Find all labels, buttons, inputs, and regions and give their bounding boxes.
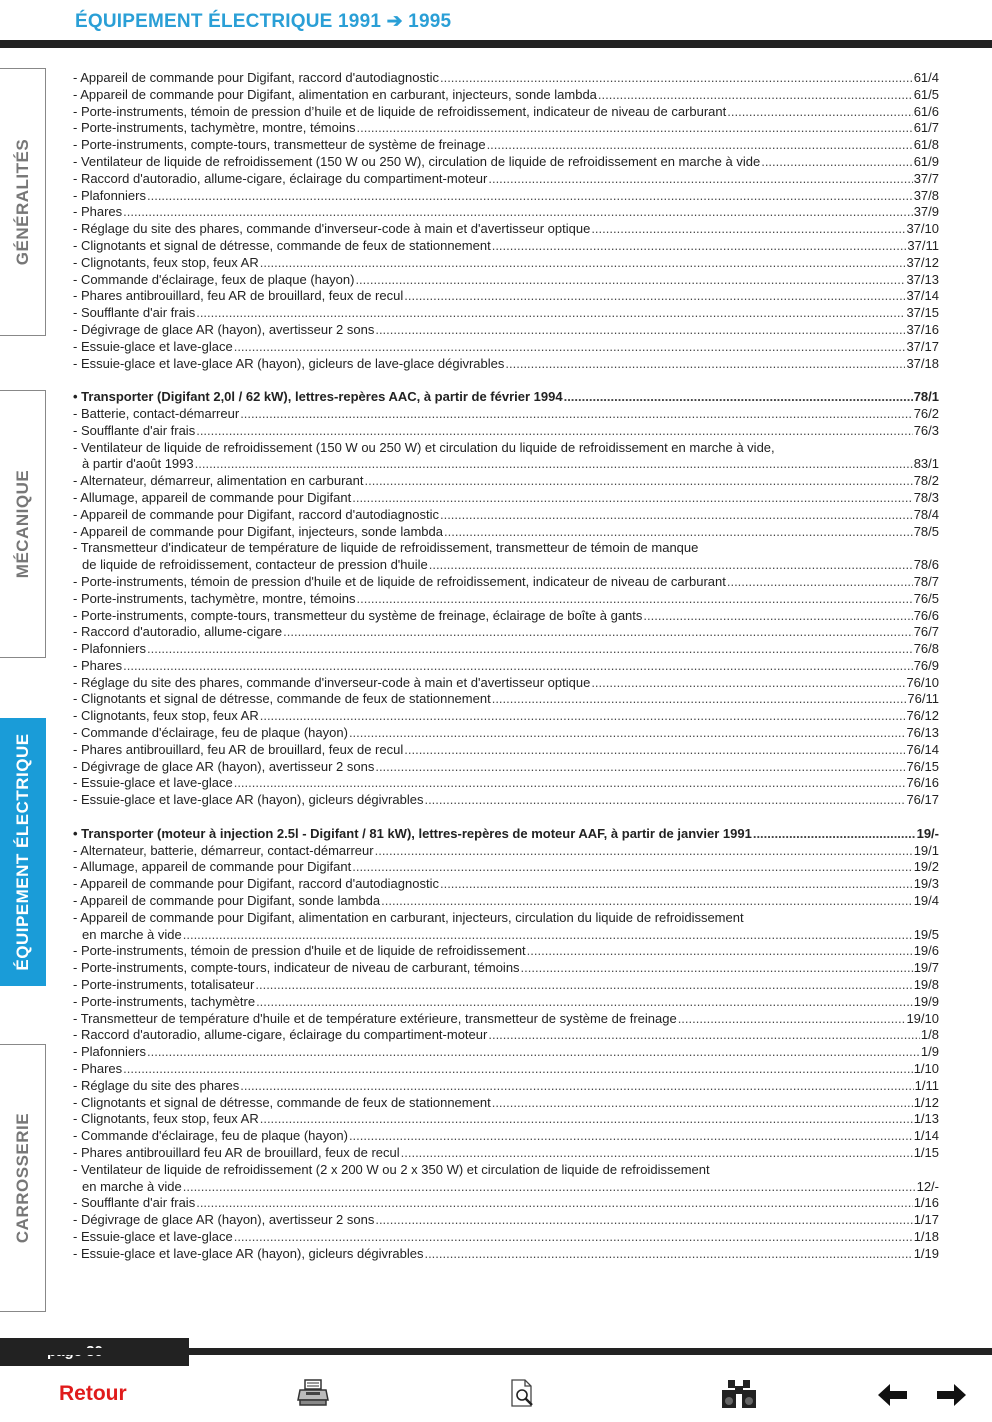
toc-leader-dots: [260, 255, 906, 272]
toc-leader-dots: [365, 473, 913, 490]
toc-leader-dots: [355, 272, 905, 289]
toc-leader-dots: [255, 977, 912, 994]
toc-entry-page: 19/2: [913, 859, 939, 875]
toc-entry[interactable]: [73, 960, 939, 977]
toc-entry-page: 1/18: [913, 1228, 939, 1244]
toc-entry-title: - Essuie-glace et lave-glace AR (hayon), gicleurs de lave-glace dégivrables: [73, 355, 505, 371]
toc-leader-dots: [591, 675, 905, 692]
toc-leader-dots: [196, 423, 912, 440]
toc-entry-page: 76/13: [906, 725, 939, 741]
toc-entry[interactable]: [73, 1111, 939, 1128]
toc-entry-page: 76/7: [913, 624, 939, 640]
toc-leader-dots: [761, 154, 912, 171]
toc-entry-title: - Raccord d'autoradio, allume-cigare, éclairage du compartiment-moteur: [73, 1027, 488, 1043]
toc-entry-page: 19/9: [913, 993, 939, 1009]
toc-entry[interactable]: [73, 859, 939, 876]
toc-leader-dots: [444, 524, 913, 541]
toc-entry[interactable]: [73, 423, 939, 440]
toc-entry-title: - Dégivrage de glace AR (hayon), avertisseur 2 sons: [73, 758, 375, 774]
toc-entry[interactable]: [73, 624, 939, 641]
toc-entry-page: 61/8: [913, 137, 939, 153]
header-divider: [0, 40, 992, 48]
toc-leader-dots: [234, 775, 906, 792]
toc-entry[interactable]: [73, 927, 939, 944]
toc-entry-title: - Porte-instruments, témoin de pression d’huile et de liquide de refroidissement, indicateur de niveau de carburant: [73, 103, 727, 119]
toc-leader-dots: [643, 608, 912, 625]
toc-entry-title: en marche à vide: [82, 1178, 182, 1194]
page-title: ÉQUIPEMENT ÉLECTRIQUE 1991 ➔ 1995: [75, 11, 452, 32]
toc-entry-page: 1/9: [920, 1044, 939, 1060]
toc-entry[interactable]: [73, 524, 939, 541]
toc-entry[interactable]: [73, 507, 939, 524]
toc-entry-title: en marche à vide: [82, 926, 182, 942]
toc-leader-dots: [727, 104, 912, 121]
toc-entry-page: 76/17: [906, 792, 939, 808]
toc-entry-title: - Phares antibrouillard feu AR de brouillard, feux de recul: [73, 1145, 400, 1160]
toc-entry[interactable]: [73, 104, 939, 121]
toc-entry-title: - Allumage, appareil de commande pour Digifant: [73, 489, 352, 505]
toc-leader-dots: [598, 87, 913, 104]
toc-entry-page: 76/2: [913, 405, 939, 421]
toc-leader-dots: [429, 557, 913, 574]
toc-entry-page: 19/4: [913, 893, 939, 909]
toc-leader-dots: [147, 641, 913, 658]
toc-entry-page: 61/9: [913, 153, 939, 169]
toc-entry[interactable]: [73, 675, 939, 692]
arrow-left-icon[interactable]: [878, 1384, 908, 1411]
toc-entry[interactable]: [73, 238, 939, 255]
toc-entry[interactable]: [73, 188, 939, 205]
toc-entry[interactable]: [73, 943, 939, 960]
toc-leader-dots: [591, 221, 905, 238]
toc-entry[interactable]: [73, 725, 939, 742]
toc-leader-dots: [196, 1195, 912, 1212]
toc-leader-dots: [256, 994, 913, 1011]
toc-entry-page: 76/6: [913, 607, 939, 623]
toc-entry-page: 76/11: [907, 691, 939, 707]
toc-section-heading[interactable]: [73, 826, 939, 843]
toc-entry-title: - Porte-instruments, compte-tours, transmetteur du système de freinage, éclairage de boîte à gants: [73, 607, 643, 623]
toc-entry[interactable]: [73, 691, 939, 708]
toc-entry[interactable]: [73, 339, 939, 356]
toc-leader-dots: [123, 1061, 913, 1078]
toc-entry[interactable]: [73, 1229, 939, 1246]
toc-entry-page: 19/3: [913, 876, 939, 892]
toc-entry[interactable]: [73, 893, 939, 910]
footer-divider: [0, 1348, 992, 1355]
toc-entry-page: 19/7: [913, 960, 939, 976]
toc-entry-title: - Alternateur, batterie, démarreur, contact-démarreur: [73, 842, 374, 858]
toc-entry-page: 37/10: [906, 221, 939, 237]
toc-entry[interactable]: [73, 356, 939, 373]
toc-entry[interactable]: [73, 154, 939, 171]
toc-entry-title: - Appareil de commande pour Digifant, sonde lambda: [73, 893, 381, 909]
toc-entry-title: - Phares: [73, 657, 123, 673]
toc-leader-dots: [564, 389, 913, 406]
toc-entry-line: - Transmetteur d'indicateur de température de liquide de refroidissement, transmetteur de témoin de manque: [73, 540, 699, 556]
toc-leader-dots: [492, 1095, 913, 1112]
toc-entry-title: de liquide de refroidissement, contacteur de pression d'huile: [82, 557, 428, 573]
toc-entry-page: 37/17: [906, 338, 939, 354]
toc-entry-page: 19/5: [913, 926, 939, 942]
section-gap: [73, 809, 939, 826]
toc-entry-title: - Appareil de commande pour Digifant, raccord d'autodiagnostic: [73, 876, 439, 892]
toc-leader-dots: [183, 1179, 916, 1196]
toc-entry-title: - Soufflante d'air frais: [73, 1195, 196, 1211]
toc-entry[interactable]: [73, 1095, 939, 1112]
toc-entry[interactable]: [73, 557, 939, 574]
toc-entry-page: 61/4: [913, 70, 939, 85]
toc-leader-dots: [440, 507, 913, 524]
toc-entry-page: 78/5: [913, 523, 939, 539]
toc-entry-page: 1/19: [913, 1245, 939, 1261]
zoom-page-icon[interactable]: [508, 1378, 538, 1415]
toc-entry[interactable]: [73, 255, 939, 272]
toc-entry[interactable]: [73, 1044, 939, 1061]
toc-entry[interactable]: [73, 591, 939, 608]
toc-entry-title: - Plafonniers: [73, 641, 146, 657]
toc-entry[interactable]: [73, 792, 939, 809]
toc-entry[interactable]: [73, 1179, 939, 1196]
toc-entry-page: 1/17: [913, 1212, 939, 1228]
toc-entry-page: 37/8: [913, 187, 939, 203]
toc-leader-dots: [488, 171, 912, 188]
toc-entry-page: 1/12: [913, 1094, 939, 1110]
toc-entry-page: 78/7: [913, 573, 939, 589]
toc-entry-title: - Porte-instruments, tachymètre, montre, témoins: [73, 590, 356, 606]
toc-leader-dots: [196, 305, 905, 322]
toc-entry[interactable]: [73, 1061, 939, 1078]
toc-entry-title: - Appareil de commande pour Digifant, injecteurs, sonde lambda: [73, 523, 443, 539]
toc-entry-page: 37/7: [913, 170, 939, 186]
toc-entry-title: - Dégivrage de glace AR (hayon), avertisseur 2 sons: [73, 321, 375, 337]
toc-entry-title: - Porte-instruments, témoin de pression d'huile et de liquide de refroidissement: [73, 943, 526, 959]
toc-entry[interactable]: [73, 641, 939, 658]
toc-entry-page: 19/8: [913, 977, 939, 993]
toc-leader-dots: [195, 456, 913, 473]
toc-entry-title: - Appareil de commande pour Digifant, raccord d'autodiagnostic: [73, 70, 439, 85]
toc-entry-page: 19/10: [906, 1010, 939, 1026]
toc-entry[interactable]: [73, 322, 939, 339]
toc-entry-title: à partir d'août 1993: [82, 456, 194, 472]
toc-entry-title: - Raccord d'autoradio, allume-cigare, éclairage du compartiment-moteur: [73, 170, 488, 186]
toc-entry-page: 37/12: [906, 254, 939, 270]
toc-leader-dots: [123, 658, 913, 675]
toc-entry-page: 76/12: [906, 708, 939, 724]
toc-entry[interactable]: [73, 473, 939, 490]
toc-entry-title: - Porte-instruments, totalisateur: [73, 977, 255, 993]
toc-entry-page: 76/8: [913, 641, 939, 657]
toc-entry-title: - Ventilateur de liquide de refroidissement (150 W ou 250 W), circulation de liquide de refroidissement en marche à vide: [73, 153, 761, 169]
toc-entry-title: - Raccord d'autoradio, allume-cigare: [73, 624, 283, 640]
toc-leader-dots: [349, 725, 906, 742]
toc-entry[interactable]: [73, 305, 939, 322]
toc-leader-dots: [375, 843, 913, 860]
toc-entry[interactable]: [73, 1212, 939, 1229]
toc-entry[interactable]: [73, 137, 939, 154]
toc-entry-page: 76/15: [906, 758, 939, 774]
toc-entry[interactable]: [73, 456, 939, 473]
toc-entry-page: 76/5: [913, 590, 939, 606]
toc-entry-page: 76/10: [906, 674, 939, 690]
toc-leader-dots: [401, 1145, 913, 1162]
toc-entry[interactable]: [73, 490, 939, 507]
toc-entry-title: - Réglage du site des phares: [73, 1077, 240, 1093]
toc-entry-title: • Transporter (moteur à injection 2.5l - Digifant / 81 kW), lettres-repères de moteur AAF, à partir de janvier 1991: [73, 825, 752, 841]
toc-entry[interactable]: [73, 1246, 939, 1263]
toc-entry[interactable]: [73, 1078, 939, 1095]
toc-leader-dots: [234, 1229, 913, 1246]
toc-entry-title: - Essuie-glace et lave-glace: [73, 775, 233, 791]
toc-leader-dots: [404, 742, 905, 759]
toc-entry-page: 37/15: [906, 305, 939, 321]
toc-leader-dots: [487, 137, 913, 154]
toc-entry[interactable]: [73, 406, 939, 423]
toc-entry-page: 1/11: [914, 1077, 939, 1093]
toc-entry-title: - Commande d'éclairage, feu de plaque (hayon): [73, 725, 348, 741]
toc-leader-dots: [488, 1027, 920, 1044]
toc-entry[interactable]: [73, 221, 939, 238]
toc-leader-dots: [521, 960, 913, 977]
toc-entry[interactable]: [73, 994, 939, 1011]
toc-leader-dots: [147, 188, 913, 205]
toc-leader-dots: [424, 1246, 912, 1263]
toc-entry-title: - Dégivrage de glace AR (hayon), avertisseur 2 sons: [73, 1212, 375, 1228]
toc-entry-page: 78/1: [913, 389, 939, 405]
toc-entry-title: - Alternateur, démarreur, alimentation en carburant: [73, 473, 364, 489]
toc-entry-title: - Allumage, appareil de commande pour Digifant: [73, 859, 352, 875]
toc-entry-page: 37/14: [906, 288, 939, 304]
toc-entry[interactable]: [73, 70, 939, 87]
toc-entry-title: - Clignotants, feux stop, feux AR: [73, 708, 259, 724]
toc-entry-title: - Phares: [73, 1061, 123, 1077]
toc-entry-title: - Porte-instruments, témoin de pression d'huile et de liquide de refroidissement, indicateur de niveau de carburant: [73, 573, 726, 589]
toc-entry-title: - Porte-instruments, compte-tours, indicateur de niveau de carburant, témoins: [73, 960, 520, 976]
toc-entry-title: - Réglage du site des phares, commande d'inverseur-code à main et d'avertisseur optique: [73, 674, 591, 690]
toc-leader-dots: [505, 356, 905, 373]
toc-entry-title: - Clignotants et signal de détresse, commande de feux de stationnement: [73, 691, 491, 707]
toc-entry-line: - Ventilateur de liquide de refroidissement (2 x 200 W ou 2 x 350 W) et circulation de liquide de refroidissement: [73, 1161, 710, 1177]
toc-entry-page: 76/16: [906, 775, 939, 791]
toc-entry-page: 1/13: [913, 1111, 939, 1127]
toc-entry-page: 1/15: [913, 1145, 939, 1160]
toc-entry[interactable]: [73, 288, 939, 305]
side-tab-generalites[interactable]: [0, 68, 46, 336]
side-tab-label: MÉCANIQUE: [12, 469, 32, 579]
toc-leader-dots: [424, 792, 905, 809]
toc-entry-page: 37/11: [907, 237, 939, 253]
arrow-right-icon[interactable]: [936, 1384, 966, 1411]
toc-leader-dots: [440, 876, 913, 893]
toc-leader-dots: [375, 322, 905, 339]
toc-entry-title: - Clignotants et signal de détresse, commande de feux de stationnement: [73, 1094, 491, 1110]
toc-leader-dots: [352, 490, 912, 507]
toc-entry-title: - Appareil de commande pour Digifant, alimentation en carburant, injecteurs, sonde lambda: [73, 86, 597, 102]
toc-leader-dots: [352, 859, 912, 876]
toc-leader-dots: [240, 406, 913, 423]
toc-entry[interactable]: [73, 658, 939, 675]
toc-entry-title: - Essuie-glace et lave-glace: [73, 1228, 233, 1244]
toc-entry-title: - Essuie-glace et lave-glace AR (hayon), gicleurs dégivrables: [73, 1245, 424, 1261]
toc-entry-title: - Clignotants et signal de détresse, commande de feux de stationnement: [73, 237, 491, 253]
side-tab-label: GÉNÉRALITÉS: [12, 138, 32, 266]
toc-entry-page: 1/16: [913, 1195, 939, 1211]
toc-entry-title: - Clignotants, feux stop, feux AR: [73, 254, 259, 270]
toc-entry[interactable]: [73, 759, 939, 776]
toc-entry[interactable]: [73, 977, 939, 994]
toc-entry-title: - Phares antibrouillard, feu AR de brouillard, feux de recul: [73, 288, 404, 304]
toc-entry-title: - Transmetteur de température d'huile et de température extérieure, transmetteur de système de freinage: [73, 1010, 677, 1026]
toc-leader-dots: [240, 1078, 913, 1095]
toc-entry-title: - Porte-instruments, compte-tours, transmetteur de système de freinage: [73, 137, 486, 153]
toc-entry-title: - Appareil de commande pour Digifant, raccord d'autodiagnostic: [73, 506, 439, 522]
section-gap: [73, 372, 939, 389]
back-link[interactable]: Retour: [59, 1382, 127, 1405]
toc-entry-title: - Commande d'éclairage, feu de plaque (hayon): [73, 1128, 348, 1144]
toc-entry[interactable]: [73, 1128, 939, 1145]
toc-leader-dots: [283, 624, 913, 641]
toc-entry-title: - Essuie-glace et lave-glace: [73, 338, 233, 354]
toc-entry-page: 1/8: [920, 1027, 939, 1043]
toc-leader-dots: [381, 893, 913, 910]
toc-entry-title: - Porte-instruments, tachymètre, montre, témoins: [73, 120, 356, 136]
toc-entry-page: 78/4: [913, 506, 939, 522]
toc-entry-page: 61/7: [913, 120, 939, 136]
toc-entry-page: 37/18: [906, 355, 939, 371]
toc-leader-dots: [260, 1111, 913, 1128]
toc-entry-line: - Appareil de commande pour Digifant, alimentation en carburant, injecteurs, circulation du liquide de refroidissement: [73, 909, 744, 925]
toc-entry[interactable]: [73, 876, 939, 893]
toc-entry-title: - Phares antibrouillard, feu AR de brouillard, feux de recul: [73, 741, 404, 757]
toc-entry[interactable]: [73, 204, 939, 221]
toc-entry-page: 37/13: [906, 271, 939, 287]
toc-leader-dots: [123, 204, 913, 221]
toc-entry-title: • Transporter (Digifant 2,0l / 62 kW), lettres-repères AAC, à partir de février 1994: [73, 389, 563, 405]
toc-entry-title: - Porte-instruments, tachymètre: [73, 993, 256, 1009]
toc-leader-dots: [404, 288, 905, 305]
toc-entry-title: - Soufflante d'air frais: [73, 305, 196, 321]
toc-entry-page: 61/5: [913, 86, 939, 102]
toc-section-heading[interactable]: [73, 389, 939, 406]
toc-entry[interactable]: [73, 775, 939, 792]
toc-entry-page: 78/2: [913, 473, 939, 489]
toc-leader-dots: [349, 1128, 913, 1145]
toc-entry-title: - Plafonniers: [73, 1044, 146, 1060]
side-tab-mecanique[interactable]: [0, 390, 46, 658]
toc-entry[interactable]: [73, 1195, 939, 1212]
toc-entry-page: 76/3: [913, 422, 939, 438]
toc-entry[interactable]: [73, 608, 939, 625]
toc-leader-dots: [375, 1212, 912, 1229]
toc-entry[interactable]: [73, 171, 939, 188]
toc-entry-title: - Soufflante d'air frais: [73, 422, 196, 438]
toc-leader-dots: [356, 120, 912, 137]
toc-leader-dots: [527, 943, 913, 960]
toc-entry-page: 76/9: [913, 657, 939, 673]
toc-entry[interactable]: [73, 708, 939, 725]
toc-entry[interactable]: [73, 1011, 939, 1028]
toc-leader-dots: [234, 339, 906, 356]
toc-entry[interactable]: [73, 1027, 939, 1044]
toc-entry-page: 83/1: [913, 456, 939, 472]
toc-entry-line: - Ventilateur de liquide de refroidissement (150 W ou 250 W) et circulation du liquide de refroidissement en marche à vide,: [73, 439, 775, 455]
toc-leader-dots: [492, 691, 907, 708]
toc-entry-title: - Clignotants, feux stop, feux AR: [73, 1111, 259, 1127]
toc-entry-title: - Batterie, contact-démarreur: [73, 405, 240, 421]
side-tab-carrosserie[interactable]: [0, 1044, 46, 1312]
side-tab-equipement-electrique[interactable]: [0, 718, 46, 986]
toc-entry-page: 19/-: [916, 825, 939, 841]
side-tab-label: ÉQUIPEMENT ÉLECTRIQUE: [12, 733, 32, 971]
toc-leader-dots: [356, 591, 912, 608]
toc-entry[interactable]: [73, 87, 939, 104]
printer-icon[interactable]: [297, 1378, 331, 1413]
toc-entry[interactable]: [73, 574, 939, 591]
toc-leader-dots: [147, 1044, 920, 1061]
toc-entry-page: 37/9: [913, 204, 939, 220]
toc-entry-page: 19/6: [913, 943, 939, 959]
toc-entry-page: 1/10: [913, 1061, 939, 1077]
toc-entry-page: 76/14: [906, 741, 939, 757]
toc-entry-title: - Réglage du site des phares, commande d'inverseur-code à main et d'avertisseur optique: [73, 221, 591, 237]
toc-entry-page: 37/16: [906, 321, 939, 337]
toc-leader-dots: [183, 927, 913, 944]
side-tab-label: CARROSSERIE: [12, 1112, 32, 1244]
toc-entry-page: 78/6: [913, 557, 939, 573]
toc-entry[interactable]: [73, 843, 939, 860]
toc-entry-title: - Phares: [73, 204, 123, 220]
toc-leader-dots: [375, 759, 905, 776]
toc-entry-title: - Commande d'éclairage, feux de plaque (hayon): [73, 271, 355, 287]
toc-entry[interactable]: [73, 120, 939, 137]
toc-entry-title: - Plafonniers: [73, 187, 146, 203]
toc-leader-dots: [727, 574, 913, 591]
toc-entry-page: 12/-: [916, 1178, 939, 1194]
toc-entry[interactable]: [73, 272, 939, 289]
toc-entry[interactable]: [73, 1145, 939, 1162]
toc-entry[interactable]: [73, 742, 939, 759]
table-of-contents: [73, 70, 939, 1263]
toc-entry-page: 19/1: [913, 842, 939, 858]
toc-leader-dots: [678, 1011, 906, 1028]
toc-entry-title: - Essuie-glace et lave-glace AR (hayon), gicleurs dégivrables: [73, 792, 424, 808]
toc-leader-dots: [753, 826, 916, 843]
toc-leader-dots: [260, 708, 906, 725]
toc-entry-page: 1/14: [913, 1128, 939, 1144]
binoculars-icon[interactable]: [719, 1378, 759, 1415]
toc-leader-dots: [492, 238, 907, 255]
toc-leader-dots: [440, 70, 913, 87]
toc-entry-page: 61/6: [913, 103, 939, 119]
toc-entry-page: 78/3: [913, 489, 939, 505]
